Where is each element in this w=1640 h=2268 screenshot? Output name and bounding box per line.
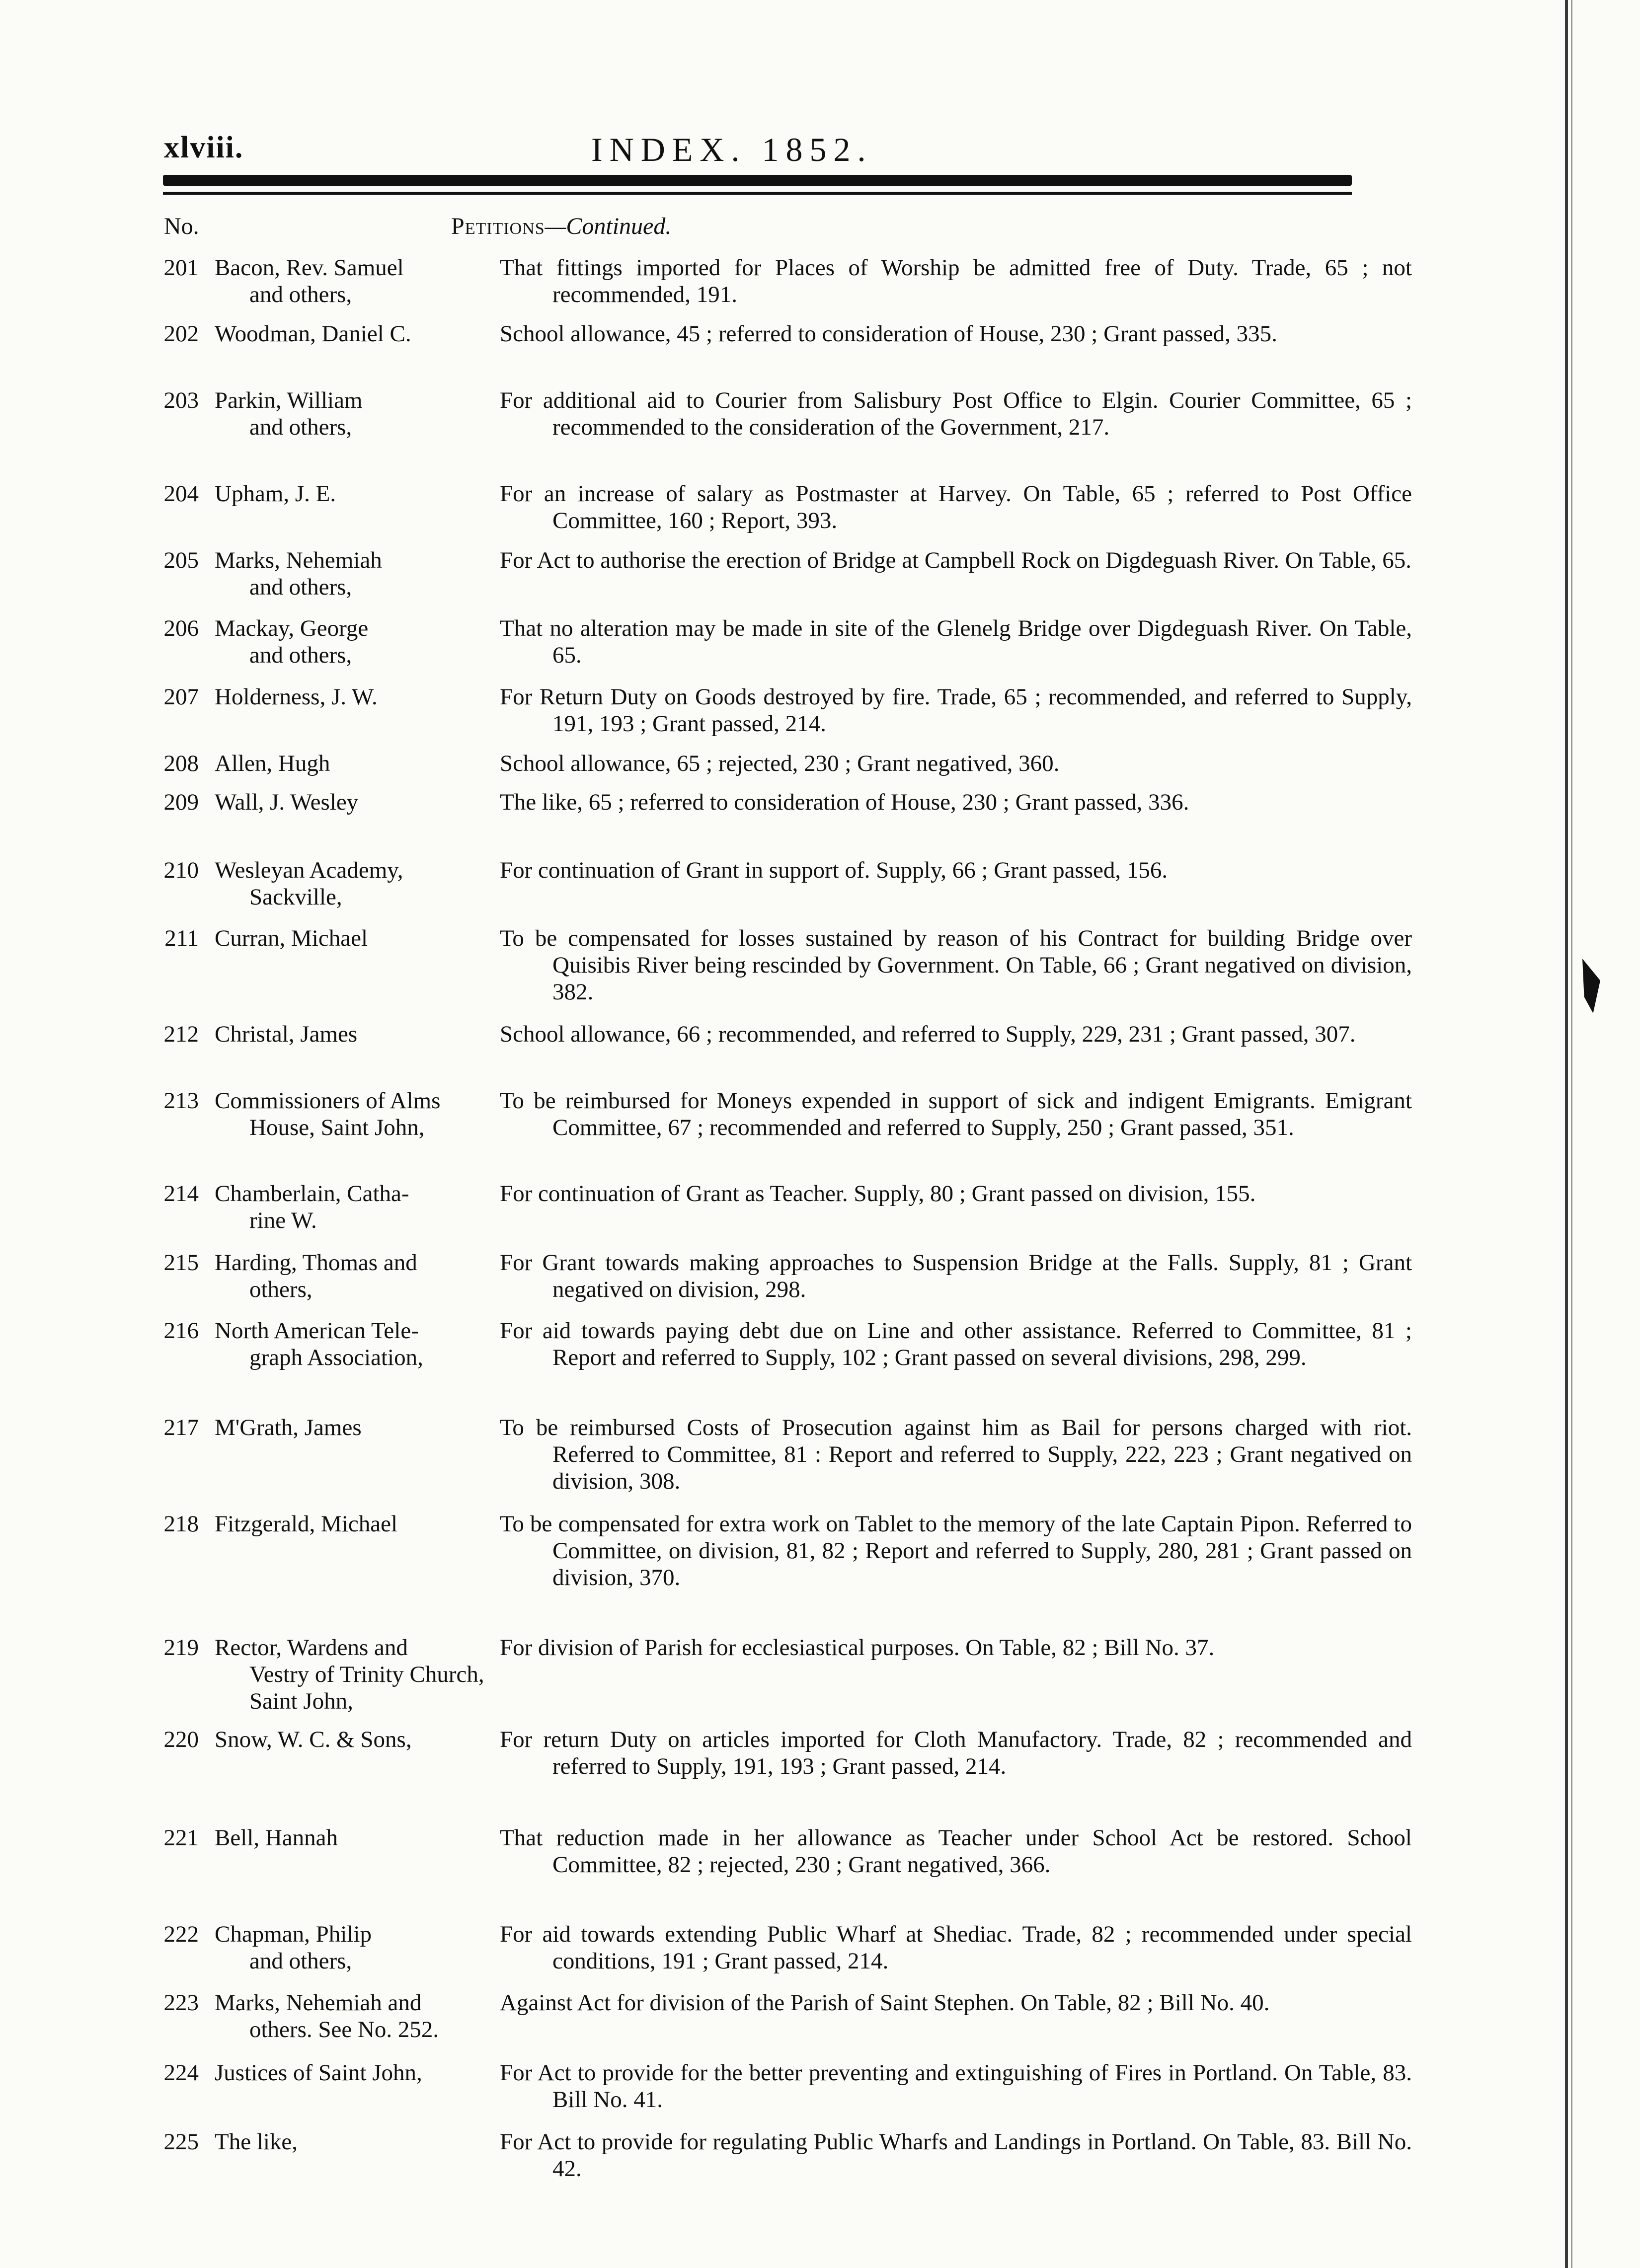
entry-number: 206 xyxy=(163,615,199,641)
entry-petitioner-name: Harding, Thomas and xyxy=(215,1250,417,1276)
entry-petitioner-name: Commissioners of Alms xyxy=(215,1088,441,1114)
entry-petitioner xyxy=(215,789,493,816)
entry-number: 201 xyxy=(163,255,199,281)
entry-number: 222 xyxy=(163,1921,199,1947)
entry-petitioner-cont: and others, xyxy=(249,642,352,668)
entry-number: 209 xyxy=(163,789,199,815)
entry-description: For Act to provide for regulating Public Wharfs and Landings in Portland. On Table, 83. Bill No. 42. xyxy=(500,2129,1412,2182)
entry-petitioner xyxy=(215,1414,493,1441)
entry-number: 214 xyxy=(163,1181,199,1207)
entry-petitioner-cont: Sackville, xyxy=(249,884,342,910)
entry-petitioner xyxy=(215,857,493,910)
entry-petitioner-cont: and others, xyxy=(249,282,352,307)
entry-petitioner xyxy=(215,750,493,777)
entry-description: To be reimbursed for Moneys expended in support of sick and indigent Emigrants. Emigrant Committee, 67 ; recommended and referred to Supply, 250 ; Grant passed, 351. xyxy=(500,1088,1412,1140)
entry-petitioner-name: Upham, J. E. xyxy=(215,481,336,507)
entry-description: Against Act for division of the Parish of Saint Stephen. On Table, 82 ; Bill No. 40. xyxy=(500,1990,1270,2016)
entry-description: School allowance, 65 ; rejected, 230 ; Grant negatived, 360. xyxy=(500,751,1060,776)
entry-number: 202 xyxy=(163,321,199,347)
entry-petitioner-name: North American Tele- xyxy=(215,1318,419,1344)
entry-petitioner-cont: and others, xyxy=(249,1948,352,1974)
entry-petitioner xyxy=(215,1726,493,1753)
entry-petitioner-name: Holderness, J. W. xyxy=(215,684,378,710)
entry-petitioner-name: Justices of Saint John, xyxy=(215,2060,422,2086)
section-heading-continued: —Continued. xyxy=(545,213,672,239)
entry-number: 217 xyxy=(163,1415,199,1440)
entry-description: For continuation of Grant in support of. Supply, 66 ; Grant passed, 156. xyxy=(500,857,1168,883)
entry-petitioner xyxy=(215,547,493,601)
header-rule-thin xyxy=(163,192,1352,195)
entry-petitioner-name: Curran, Michael xyxy=(215,925,368,951)
entry-description: That fittings imported for Places of Worship be admitted free of Duty. Trade, 65 ; not recommended, 191. xyxy=(500,255,1412,307)
entry-description: To be reimbursed Costs of Prosecution against him as Bail for persons charged with riot. Referred to Committee, 81 : Report and referred to Supply, 222, 223 ; Grant negatived on division, 308. xyxy=(500,1415,1412,1494)
entry-petitioner xyxy=(215,1824,493,1851)
entry-petitioner-cont: Vestry of Trinity Church, Saint John, xyxy=(249,1662,484,1714)
entry-description: School allowance, 66 ; recommended, and referred to Supply, 229, 231 ; Grant passed, 307. xyxy=(500,1021,1356,1047)
number-column-heading: No. xyxy=(164,213,199,239)
entry-number: 223 xyxy=(163,1990,199,2016)
entry-petitioner-name: Marks, Nehemiah xyxy=(215,547,382,573)
entry-description: School allowance, 45 ; referred to consideration of House, 230 ; Grant passed, 335. xyxy=(500,321,1277,347)
entry-description: For Return Duty on Goods destroyed by fire. Trade, 65 ; recommended, and referred to Supply, 191, 193 ; Grant passed, 214. xyxy=(500,684,1412,737)
entry-petitioner-cont: others, xyxy=(249,1277,312,1302)
entry-description: To be compensated for losses sustained by reason of his Contract for building Bridge over Quisibis River being rescinded by Government. On Table, 66 ; Grant negatived on division, 382. xyxy=(500,925,1412,1005)
entry-petitioner xyxy=(215,387,493,441)
entry-petitioner xyxy=(215,254,493,308)
entry-number: 216 xyxy=(163,1318,199,1344)
entry-description: For aid towards extending Public Wharf at Shediac. Trade, 82 ; recommended under special conditions, 191 ; Grant passed, 214. xyxy=(500,1921,1412,1974)
entry-petitioner-cont: rine W. xyxy=(249,1208,317,1233)
entry-petitioner-name: Chamberlain, Catha- xyxy=(215,1181,409,1207)
entry-petitioner-name: The like, xyxy=(215,2129,298,2155)
entry-petitioner xyxy=(215,480,493,507)
entry-petitioner-cont: others. See No. 252. xyxy=(249,2017,439,2042)
entry-petitioner-name: Woodman, Daniel C. xyxy=(215,321,411,347)
entry-description: For Act to authorise the erection of Bridge at Campbell Rock on Digdeguash River. On Table, 65. xyxy=(500,547,1411,573)
entry-petitioner xyxy=(215,1317,493,1371)
running-title: INDEX. 1852. xyxy=(591,131,873,168)
binding-edge-line xyxy=(1565,0,1568,2268)
entry-number: 215 xyxy=(163,1250,199,1276)
entry-petitioner-name: Bell, Hannah xyxy=(215,1825,338,1851)
entry-petitioner-name: Rector, Wardens and xyxy=(215,1635,408,1661)
entry-petitioner-name: Parkin, William xyxy=(215,387,363,413)
entry-petitioner-name: Wall, J. Wesley xyxy=(215,789,359,815)
entry-petitioner xyxy=(215,2059,493,2086)
entry-petitioner-name: Fitzgerald, Michael xyxy=(215,1511,398,1537)
entry-petitioner-cont: House, Saint John, xyxy=(249,1115,425,1140)
entry-number: 210 xyxy=(163,857,199,883)
entry-description: For an increase of salary as Postmaster at Harvey. On Table, 65 ; referred to Post Office Committee, 160 ; Report, 393. xyxy=(500,481,1412,533)
entry-description: For aid towards paying debt due on Line and other assistance. Referred to Committee, 81 ; Report and referred to Supply, 102 ; Grant passed on several divisions, 298, 299. xyxy=(500,1318,1412,1370)
entry-number: 221 xyxy=(163,1825,199,1851)
entry-petitioner-name: Marks, Nehemiah and xyxy=(215,1990,422,2016)
entry-number: 203 xyxy=(163,387,199,413)
entry-number: 207 xyxy=(163,684,199,710)
entry-number: 212 xyxy=(163,1021,199,1047)
entry-description: For additional aid to Courier from Salisbury Post Office to Elgin. Courier Committee, 65 ; recommended to the consideration of the Government, 217. xyxy=(500,387,1412,440)
entry-number: 208 xyxy=(163,751,199,776)
entry-petitioner xyxy=(215,683,493,710)
section-heading-label: Petitions xyxy=(451,213,545,239)
section-heading xyxy=(451,213,671,240)
entry-petitioner xyxy=(215,925,493,952)
entry-petitioner xyxy=(215,1249,493,1303)
entry-number: 205 xyxy=(163,547,199,573)
entry-number: 211 xyxy=(164,925,199,951)
entry-number: 220 xyxy=(163,1727,199,1752)
entry-petitioner xyxy=(215,1989,493,2043)
entry-petitioner xyxy=(215,1087,493,1141)
entry-description: For Grant towards making approaches to Suspension Bridge at the Falls. Supply, 81 ; Grant negatived on division, 298. xyxy=(500,1250,1412,1302)
entry-petitioner xyxy=(215,320,493,347)
header-rule-thick xyxy=(163,175,1352,186)
entry-petitioner-name: Allen, Hugh xyxy=(215,751,330,776)
entry-petitioner xyxy=(215,1634,493,1715)
entry-petitioner-name: Bacon, Rev. Samuel xyxy=(215,255,404,281)
entry-petitioner-cont: and others, xyxy=(249,574,352,600)
binding-edge-line-secondary xyxy=(1571,0,1572,2268)
entry-description: That reduction made in her allowance as Teacher under School Act be restored. School Committee, 82 ; rejected, 230 ; Grant negatived, 366. xyxy=(500,1825,1412,1878)
entry-description: For Act to provide for the better preventing and extinguishing of Fires in Portland. On Table, 83. Bill No. 41. xyxy=(500,2060,1412,2113)
entry-petitioner-name: Chapman, Philip xyxy=(215,1921,372,1947)
entry-petitioner xyxy=(215,2128,493,2155)
entry-description: To be compensated for extra work on Tablet to the memory of the late Captain Pipon. Referred to Committee, on division, 81, 82 ; Report and referred to Supply, 280, 281 ; Grant passed on division, 370. xyxy=(500,1511,1412,1590)
entry-number: 219 xyxy=(163,1635,199,1661)
entry-number: 224 xyxy=(163,2060,199,2086)
entry-petitioner xyxy=(215,1511,493,1537)
entry-petitioner xyxy=(215,1180,493,1234)
entry-number: 225 xyxy=(163,2129,199,2155)
entry-petitioner-cont: graph Association, xyxy=(249,1345,423,1370)
entry-petitioner-name: Mackay, George xyxy=(215,615,369,641)
entry-petitioner-cont: and others, xyxy=(249,414,352,440)
entry-petitioner xyxy=(215,615,493,669)
entry-petitioner-name: Snow, W. C. & Sons, xyxy=(215,1727,412,1752)
entry-description: For return Duty on articles imported for Cloth Manufactory. Trade, 82 ; recommended and referred to Supply, 191, 193 ; Grant passed, 214. xyxy=(500,1727,1412,1779)
entry-petitioner-name: M'Grath, James xyxy=(215,1415,362,1440)
entry-number: 204 xyxy=(163,481,199,507)
entry-description: That no alteration may be made in site of the Glenelg Bridge over Digdeguash River. On Table, 65. xyxy=(500,615,1412,668)
entry-petitioner xyxy=(215,1921,493,1974)
entry-petitioner-name: Christal, James xyxy=(215,1021,358,1047)
entry-number: 218 xyxy=(163,1511,199,1537)
entry-number: 213 xyxy=(163,1088,199,1114)
page-number: xlviii. xyxy=(164,131,244,164)
entry-description: For continuation of Grant as Teacher. Supply, 80 ; Grant passed on division, 155. xyxy=(500,1181,1256,1207)
entry-description: The like, 65 ; referred to consideration of House, 230 ; Grant passed, 336. xyxy=(500,789,1189,815)
entry-petitioner-name: Wesleyan Academy, xyxy=(215,857,403,883)
entry-petitioner xyxy=(215,1021,493,1048)
binding-edge-mark xyxy=(1582,959,1600,1013)
entry-description: For division of Parish for ecclesiastical purposes. On Table, 82 ; Bill No. 37. xyxy=(500,1635,1215,1661)
